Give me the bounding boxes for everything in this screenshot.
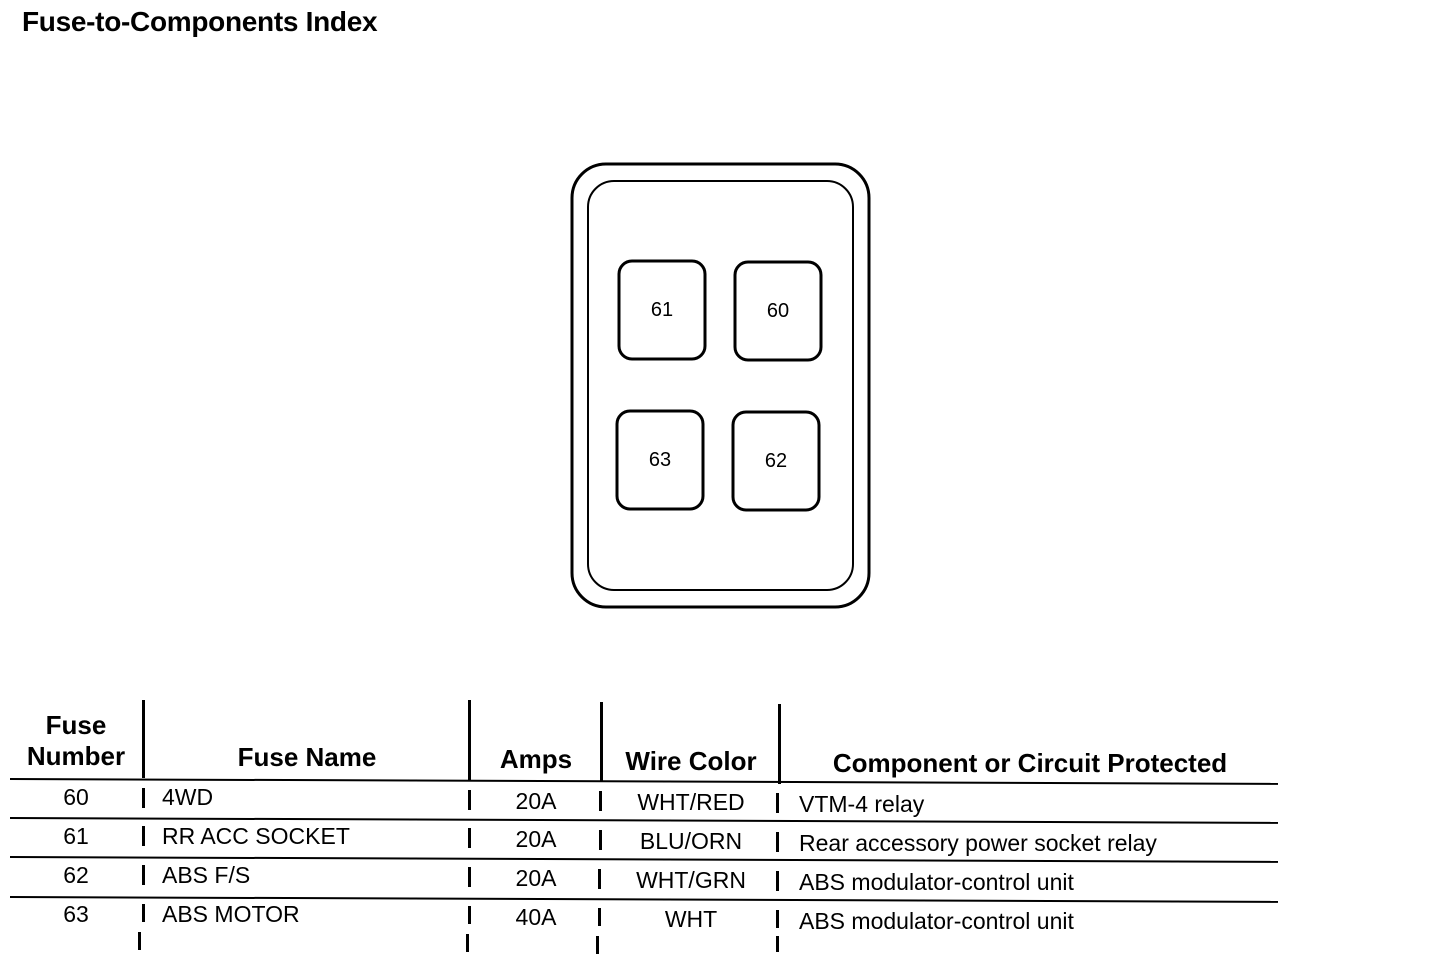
cell-amps: 20A xyxy=(515,865,557,891)
header-fuse-number-line2: Number xyxy=(26,741,126,771)
fuse-label: 63 xyxy=(648,449,672,471)
column-divider xyxy=(596,936,599,954)
cell-wire-color: WHT xyxy=(664,906,718,932)
cell-fuse-name: 4WD xyxy=(162,784,214,810)
cell-amps: 40A xyxy=(515,904,557,930)
header-wire-color: Wire Color xyxy=(625,746,757,776)
fuse-table xyxy=(10,698,1282,958)
cell-fuse-name: RR ACC SOCKET xyxy=(162,823,350,849)
column-divider xyxy=(142,826,145,846)
column-divider xyxy=(142,904,145,922)
fuse-label: 60 xyxy=(766,300,790,322)
cell-fuse-number: 63 xyxy=(63,901,89,927)
column-divider xyxy=(468,790,471,810)
column-divider xyxy=(142,700,145,778)
header-fuse-number-line1: Fuse xyxy=(45,710,107,740)
cell-wire-color: WHT/GRN xyxy=(636,867,746,893)
column-divider xyxy=(138,932,141,950)
column-divider xyxy=(776,936,779,952)
fuse-slot-62 xyxy=(733,412,819,510)
fuse-slot-60 xyxy=(735,262,821,360)
page-title: Fuse-to-Components Index xyxy=(22,6,378,37)
column-divider xyxy=(468,906,471,924)
fuse-slot-63 xyxy=(617,411,703,509)
cell-fuse-name: ABS MOTOR xyxy=(162,901,300,927)
cell-component: Rear accessory power socket relay xyxy=(799,830,1157,856)
cell-amps: 20A xyxy=(515,826,557,852)
fuse-box-inner xyxy=(588,181,853,590)
header-fuse-number xyxy=(10,710,142,772)
cell-component: ABS modulator-control unit xyxy=(799,869,1074,895)
column-divider xyxy=(142,788,145,808)
cell-wire-color: BLU/ORN xyxy=(639,828,743,854)
fuse-slot-61 xyxy=(619,261,705,359)
header-amps: Amps xyxy=(499,744,573,774)
fuse-box-outer xyxy=(572,164,869,607)
column-divider xyxy=(468,700,471,780)
cell-component: VTM-4 relay xyxy=(799,791,925,817)
cell-amps: 20A xyxy=(515,788,557,814)
fuse-label: 62 xyxy=(764,450,788,472)
column-divider xyxy=(778,704,781,784)
column-divider xyxy=(600,702,603,782)
column-divider xyxy=(468,867,471,887)
column-divider xyxy=(466,934,469,952)
cell-fuse-number: 60 xyxy=(63,784,89,810)
cell-fuse-number: 61 xyxy=(63,823,89,849)
header-fuse-name: Fuse Name xyxy=(237,742,377,772)
cell-component: ABS modulator-control unit xyxy=(799,908,1074,934)
cell-fuse-number: 62 xyxy=(63,862,89,888)
cell-wire-color: WHT/RED xyxy=(637,789,745,815)
header-component: Component or Circuit Protected xyxy=(832,748,1228,778)
column-divider xyxy=(142,865,145,885)
fuse-label: 61 xyxy=(650,299,674,321)
column-divider xyxy=(468,828,471,848)
cell-fuse-name: ABS F/S xyxy=(162,862,251,888)
